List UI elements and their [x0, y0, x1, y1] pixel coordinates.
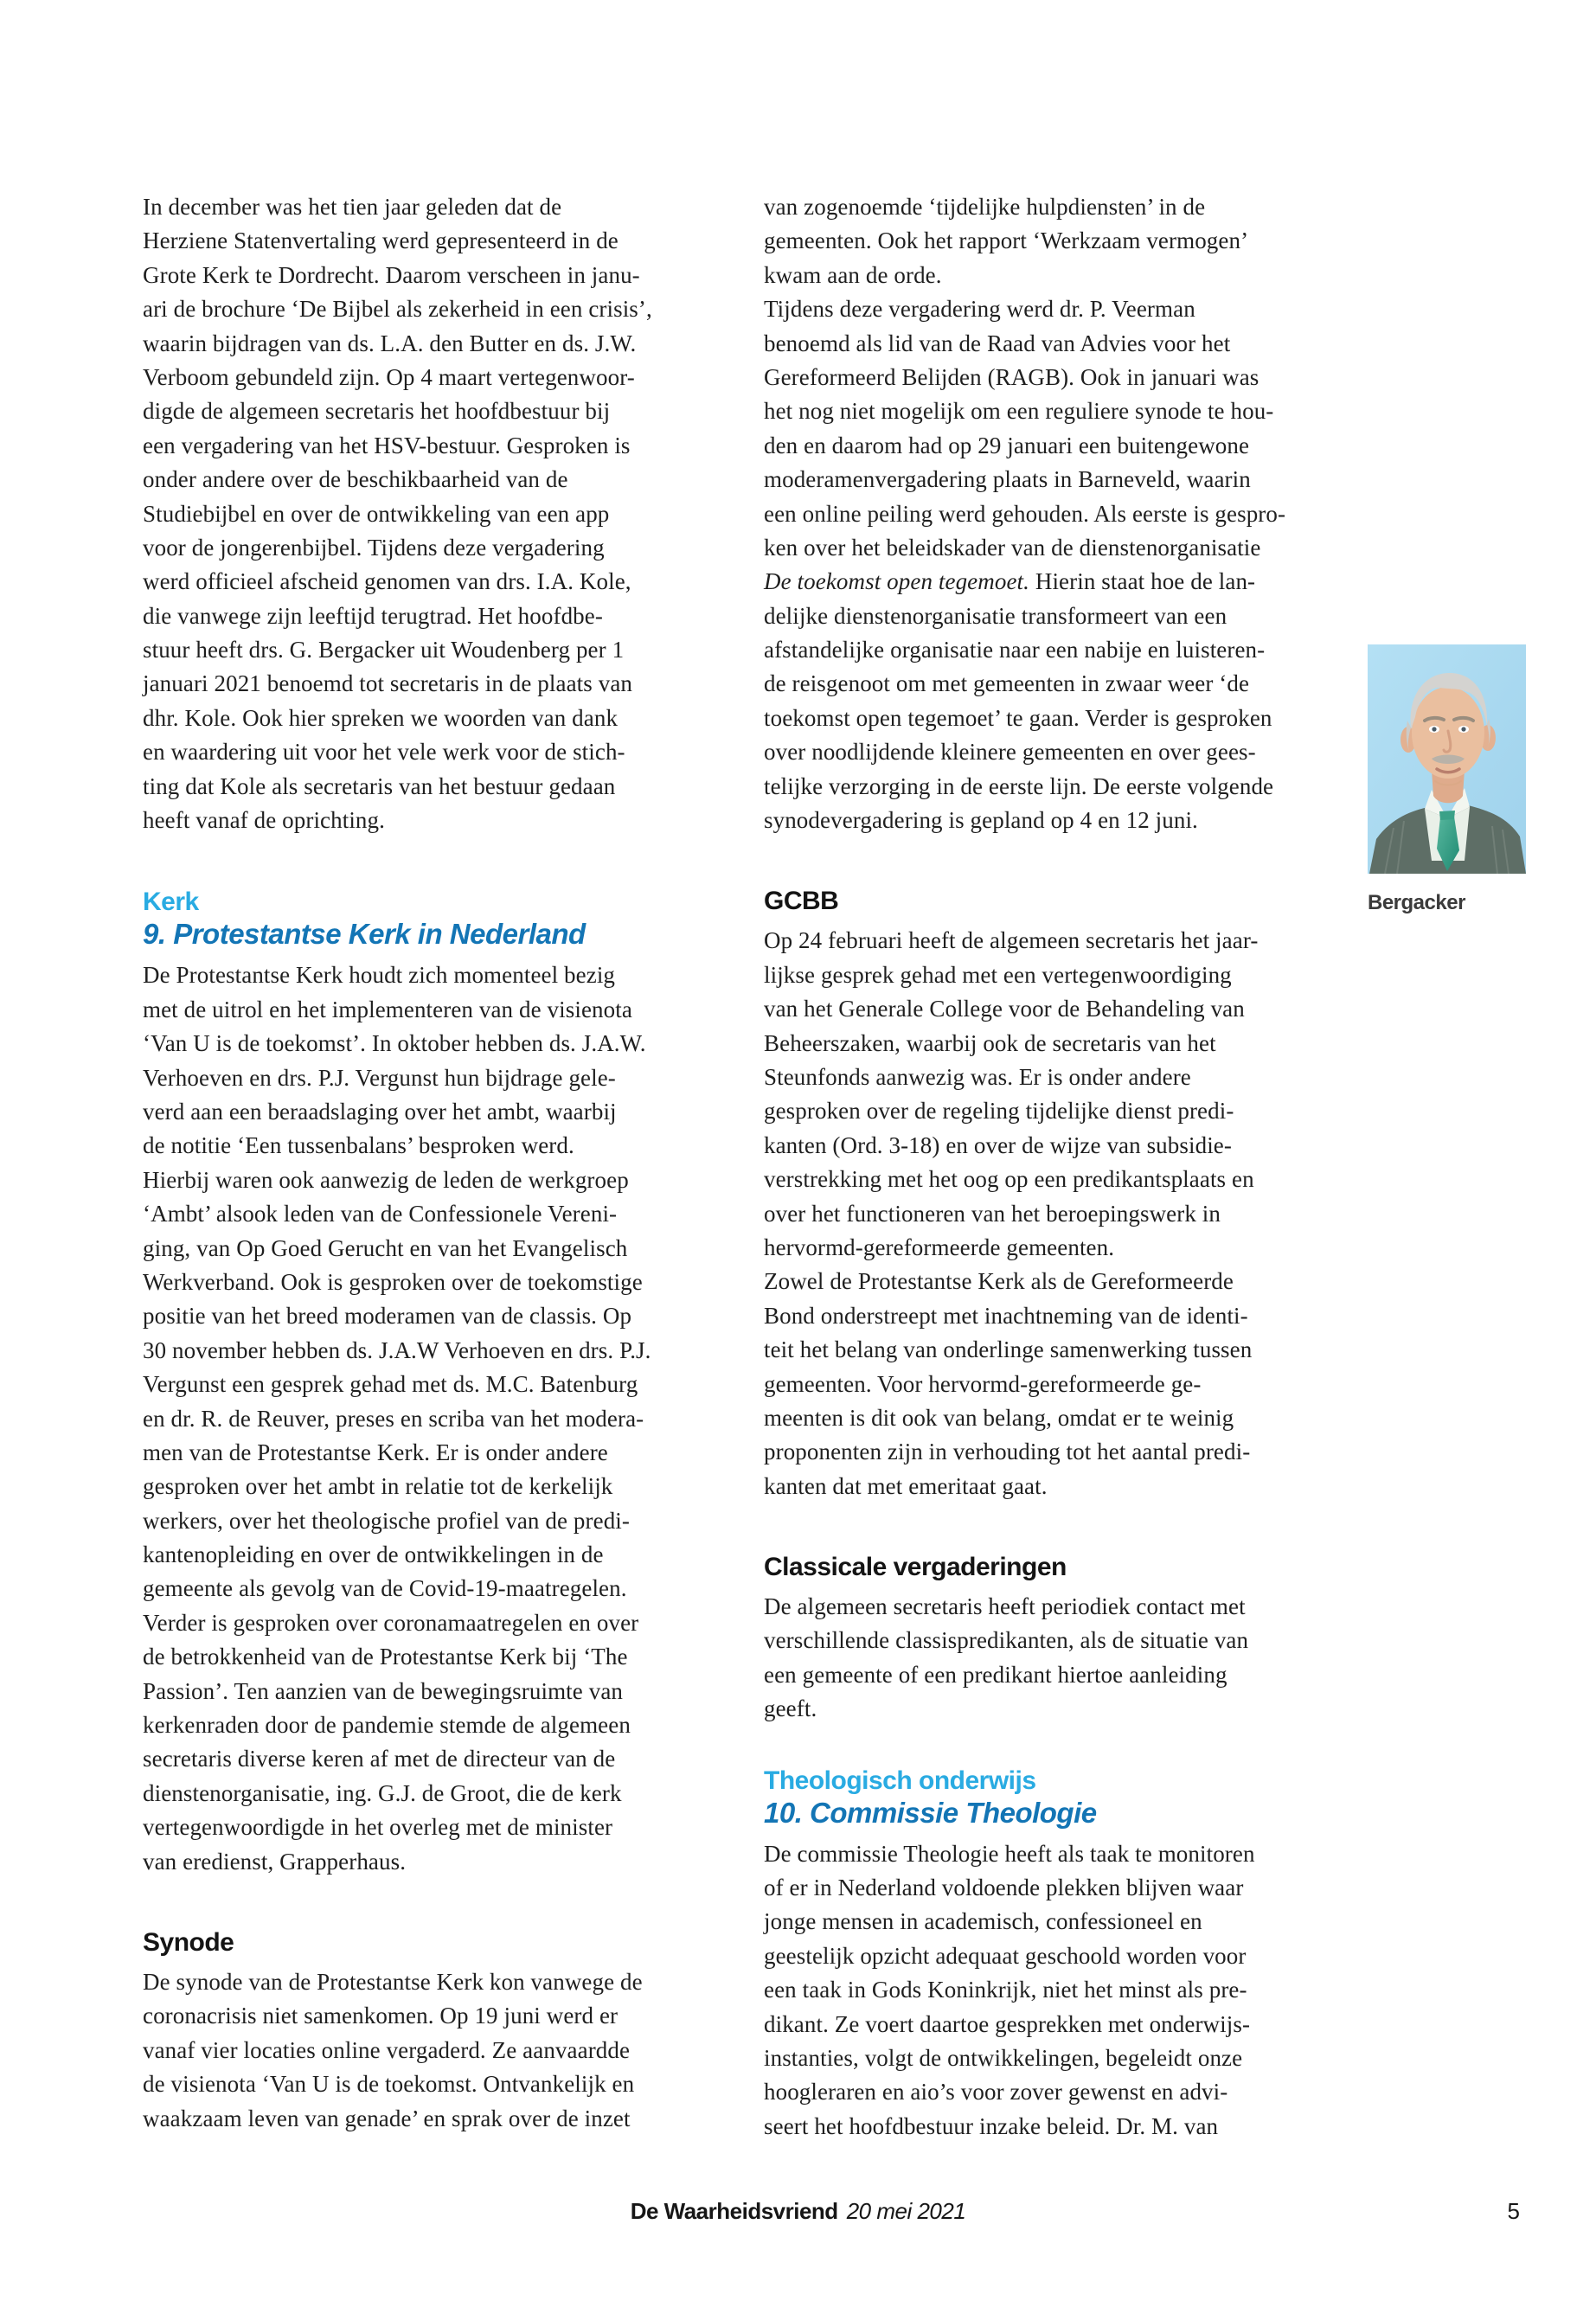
- text-line: delijke dienstenorganisatie transformeert van een: [764, 602, 1227, 629]
- text-line: een vergadering van het HSV-bestuur. Gesproken is: [143, 432, 631, 458]
- paragraph-protestantse-kerk: [143, 958, 744, 1879]
- text-line: de notitie ‘Een tussenbalans’ besproken werd.: [143, 1132, 574, 1159]
- category-heading-theologisch-onderwijs: Theologisch onderwijs: [764, 1766, 1036, 1795]
- item-heading-commissie-theologie: 10. Commissie Theologie: [764, 1796, 1097, 1829]
- text-line: benoemd als lid van de Raad van Advies voor het: [764, 330, 1231, 356]
- text-line: geestelijk opzicht adequaat geschoold worden voor: [764, 1942, 1247, 1969]
- text-line: Tijdens deze vergadering werd dr. P. Veerman: [764, 296, 1195, 323]
- text-line: van eredienst, Grapperhaus.: [143, 1848, 407, 1875]
- text-line: dienstenorganisatie, ing. G.J. de Groot, die de kerk: [143, 1779, 622, 1806]
- text-line: De synode van de Protestantse Kerk kon vanwege de: [143, 1968, 643, 1995]
- text-line: stuur heeft drs. G. Bergacker uit Woudenberg per 1: [143, 637, 625, 663]
- text-line: werd officieel afscheid genomen van drs. I.A. Kole,: [143, 568, 631, 595]
- text-line: Verboom gebundeld zijn. Op 4 maart vertegenwoor-: [143, 363, 635, 390]
- text-line: Steunfonds aanwezig was. Er is onder andere: [764, 1063, 1191, 1090]
- text-line: De commissie Theologie heeft als taak te monitoren: [764, 1840, 1255, 1867]
- text-line: januari 2021 benoemd tot secretaris in de plaats van: [143, 670, 633, 697]
- text-line: voor de jongerenbijbel. Tijdens deze vergadering: [143, 534, 605, 561]
- text-line: dhr. Kole. Ook hier spreken we woorden van dank: [143, 704, 619, 731]
- text-line: verd aan een beraadslaging over het ambt, waarbij: [143, 1098, 617, 1125]
- text-line: men van de Protestantse Kerk. Er is onder andere: [143, 1439, 608, 1465]
- category-heading-kerk: Kerk: [143, 888, 199, 917]
- text-line: Grote Kerk te Dordrecht. Daarom verscheen in janu-: [143, 261, 640, 288]
- text-line: gesproken over het ambt in relatie tot de kerkelijk: [143, 1473, 613, 1500]
- text-line: toekomst open tegemoet’ te gaan. Verder is gesproken: [764, 704, 1272, 731]
- text-line: De Protestantse Kerk houdt zich momenteel bezig: [143, 962, 616, 989]
- text-line: kerkenraden door de pandemie stemde de algemeen: [143, 1712, 631, 1739]
- text-line: jonge mensen in academisch, confessioneel en: [764, 1908, 1202, 1935]
- text-line: een taak in Gods Koninkrijk, niet het minst als pre-: [764, 1977, 1247, 2003]
- text-line: over het functioneren van het beroepingswerk in: [764, 1200, 1221, 1227]
- text-line: Passion’. Ten aanzien van de bewegingsruimte van: [143, 1677, 624, 1704]
- left-column: [143, 190, 744, 2136]
- text-line: ging, van Op Goed Gerucht en van het Evangelisch: [143, 1234, 628, 1261]
- text-line: Werkverband. Ook is gesproken over de toekomstige: [143, 1268, 643, 1295]
- text-line: ting dat Kole als secretaris van het bestuur gedaan: [143, 772, 616, 799]
- text-line: lijkse gesprek gehad met een vertegenwoordiging: [764, 961, 1232, 988]
- text-line: kwam aan de orde.: [764, 261, 942, 288]
- text-line: ari de brochure ‘De Bijbel als zekerheid in een crisis’,: [143, 296, 652, 323]
- page-number: 5: [1507, 2198, 1520, 2224]
- text-line: digde de algemeen secretaris het hoofdbestuur bij: [143, 398, 611, 425]
- text-line: synodevergadering is gepland op 4 en 12 juni.: [764, 807, 1198, 834]
- magazine-title: De Waarheidsvriend: [630, 2198, 838, 2224]
- text-line: ‘Ambt’ alsook leden van de Confessionele Vereni-: [143, 1201, 618, 1227]
- text-line: coronacrisis niet samenkomen. Op 19 juni werd er: [143, 2003, 619, 2029]
- text-line: dikant. Ze voert daartoe gesprekken met onderwijs-: [764, 2010, 1251, 2037]
- text-line: kantenopleiding en over de ontwikkelingen in de: [143, 1541, 604, 1568]
- text-line: werkers, over het theologische profiel van de predi-: [143, 1507, 630, 1534]
- text-line: meenten is dit ook van belang, omdat er te weinig: [764, 1404, 1234, 1431]
- text-line: seert het hoofdbestuur inzake beleid. Dr. M. van: [764, 2112, 1219, 2139]
- text-line: verstrekking met het oog op een predikantsplaats en: [764, 1166, 1254, 1193]
- text-line: teit het belang van onderlinge samenwerking tussen: [764, 1336, 1253, 1363]
- portrait-illustration: [1368, 644, 1526, 874]
- text-line: kanten (Ord. 3-18) en over de wijze van subsidie-: [764, 1131, 1232, 1158]
- text-line: verschillende classispredikanten, als de situatie van: [764, 1627, 1249, 1654]
- text-line: telijke verzorging in de eerste lijn. De eerste volgende: [764, 772, 1274, 799]
- text-line: een online peiling werd gehouden. Als eerste is gespro-: [764, 500, 1286, 527]
- text-line: het nog niet mogelijk om een reguliere synode te hou-: [764, 398, 1274, 425]
- text-line: over noodlijdende kleinere gemeenten en over gees-: [764, 739, 1256, 766]
- paragraph-gcbb: [764, 924, 1369, 1503]
- text-line: Zowel de Protestantse Kerk als de Gereformeerde: [764, 1268, 1234, 1295]
- text-line: Hierbij waren ook aanwezig de leden de werkgroep: [143, 1166, 629, 1193]
- heading-gcbb: GCBB: [764, 887, 839, 916]
- text-line: moderamenvergadering plaats in Barneveld, waarin: [764, 466, 1251, 493]
- text-line: kanten dat met emeritaat gaat.: [764, 1472, 1048, 1499]
- paragraph-synode: [143, 1965, 744, 2136]
- text-line: instanties, volgt de ontwikkelingen, begeleidt onze: [764, 2044, 1243, 2071]
- paragraph-synode-continued: [764, 190, 1369, 837]
- text-line: een gemeente of een predikant hiertoe aanleiding: [764, 1661, 1227, 1688]
- text-line: gesproken over de regeling tijdelijke dienst predi-: [764, 1098, 1234, 1125]
- text-line: gemeenten. Voor hervormd-gereformeerde ge-: [764, 1370, 1202, 1397]
- text-line: gemeente als gevolg van de Covid-19-maatregelen.: [143, 1575, 627, 1602]
- paragraph-classicale: [764, 1590, 1369, 1727]
- text-line: secretaris diverse keren af met de directeur van de: [143, 1746, 616, 1772]
- text-line: Gereformeerd Belijden (RAGB). Ook in januari was: [764, 363, 1259, 390]
- text-line: 30 november hebben ds. J.A.W Verhoeven en drs. P.J.: [143, 1336, 651, 1363]
- text-line: afstandelijke organisatie naar een nabije en luisteren-: [764, 637, 1266, 663]
- page-footer: [0, 2198, 1596, 2224]
- text-line: De algemeen secretaris heeft periodiek contact met: [764, 1593, 1246, 1620]
- text-line: hervormd-gereformeerde gemeenten.: [764, 1234, 1115, 1260]
- right-column: [764, 190, 1369, 2144]
- text-line: heeft vanaf de oprichting.: [143, 807, 385, 834]
- heading-classicale-vergaderingen: Classicale vergaderingen: [764, 1553, 1067, 1582]
- text-line: Op 24 februari heeft de algemeen secretaris het jaar-: [764, 927, 1259, 954]
- text-line: Verhoeven en drs. P.J. Vergunst hun bijdrage gele-: [143, 1064, 616, 1091]
- text-line: en waardering uit voor het vele werk voor de stich-: [143, 739, 625, 766]
- text-line: vanaf vier locaties online vergaderd. Ze aanvaardde: [143, 2036, 631, 2063]
- text-line: den en daarom had op 29 januari een buitengewone: [764, 432, 1250, 458]
- text-line: de visienota ‘Van U is de toekomst. Ontvankelijk en: [143, 2071, 635, 2098]
- text-line: van het Generale College voor de Behandeling van: [764, 996, 1245, 1022]
- text-line: ken over het beleidskader van de dienstenorganisatie: [764, 534, 1261, 561]
- text-line: Studiebijbel en over de ontwikkeling van een app: [143, 500, 610, 527]
- italic-text: De toekomst open tegemoet.: [764, 568, 1029, 595]
- issue-date: 20 mei 2021: [846, 2198, 966, 2224]
- text-line: Bond onderstreept met inachtneming van de identi-: [764, 1302, 1248, 1329]
- text-line: Vergunst een gesprek gehad met ds. M.C. Batenburg: [143, 1371, 638, 1398]
- text-line: of er in Nederland voldoende plekken blijven waar: [764, 1875, 1244, 1901]
- text-line: Beheerszaken, waarbij ook de secretaris van het: [764, 1029, 1216, 1056]
- text-line: hoogleraren en aio’s voor zover gewenst en advi-: [764, 2079, 1228, 2106]
- paragraph-commissie-theologie: [764, 1837, 1369, 2144]
- text-line: met de uitrol en het implementeren van de visienota: [143, 996, 632, 1022]
- text-segment: Hierin staat hoe de lan-: [1029, 568, 1256, 595]
- text-line: In december was het tien jaar geleden dat de: [143, 194, 562, 220]
- text-line: en dr. R. de Reuver, preses en scriba van het modera-: [143, 1405, 644, 1432]
- photo-caption: Bergacker: [1368, 891, 1465, 914]
- text-line: die vanwege zijn leeftijd terugtrad. Het hoofdbe-: [143, 602, 603, 629]
- text-line: positie van het breed moderamen van de classis. Op: [143, 1303, 632, 1330]
- text-line: proponenten zijn in verhouding tot het aantal predi-: [764, 1439, 1251, 1465]
- portrait-photo-bergacker: [1368, 644, 1526, 874]
- heading-synode: Synode: [143, 1927, 234, 1957]
- text-line: de reisgenoot om met gemeenten in zwaar weer ‘de: [764, 670, 1250, 697]
- text-line: waarin bijdragen van ds. L.A. den Butter en ds. J.W.: [143, 330, 637, 356]
- text-line: [764, 565, 1369, 599]
- text-line: vertegenwoordigde in het overleg met de minister: [143, 1814, 613, 1841]
- text-line: ‘Van U is de toekomst’. In oktober hebben ds. J.A.W.: [143, 1030, 646, 1057]
- text-line: Herziene Statenvertaling werd gepresenteerd in de: [143, 228, 619, 254]
- text-line: gemeenten. Ook het rapport ‘Werkzaam vermogen’: [764, 228, 1249, 254]
- text-line: van zogenoemde ‘tijdelijke hulpdiensten’ in de: [764, 194, 1206, 220]
- text-line: onder andere over de beschikbaarheid van de: [143, 466, 568, 493]
- paragraph-intro: [143, 190, 744, 837]
- text-line: de betrokkenheid van de Protestantse Kerk bij ‘The: [143, 1644, 628, 1670]
- item-heading-protestantse-kerk: 9. Protestantse Kerk in Nederland: [143, 918, 586, 951]
- text-line: Verder is gesproken over coronamaatregelen en over: [143, 1609, 639, 1636]
- text-line: geeft.: [764, 1695, 817, 1722]
- text-line: waakzaam leven van genade’ en sprak over de inzet: [143, 2105, 631, 2131]
